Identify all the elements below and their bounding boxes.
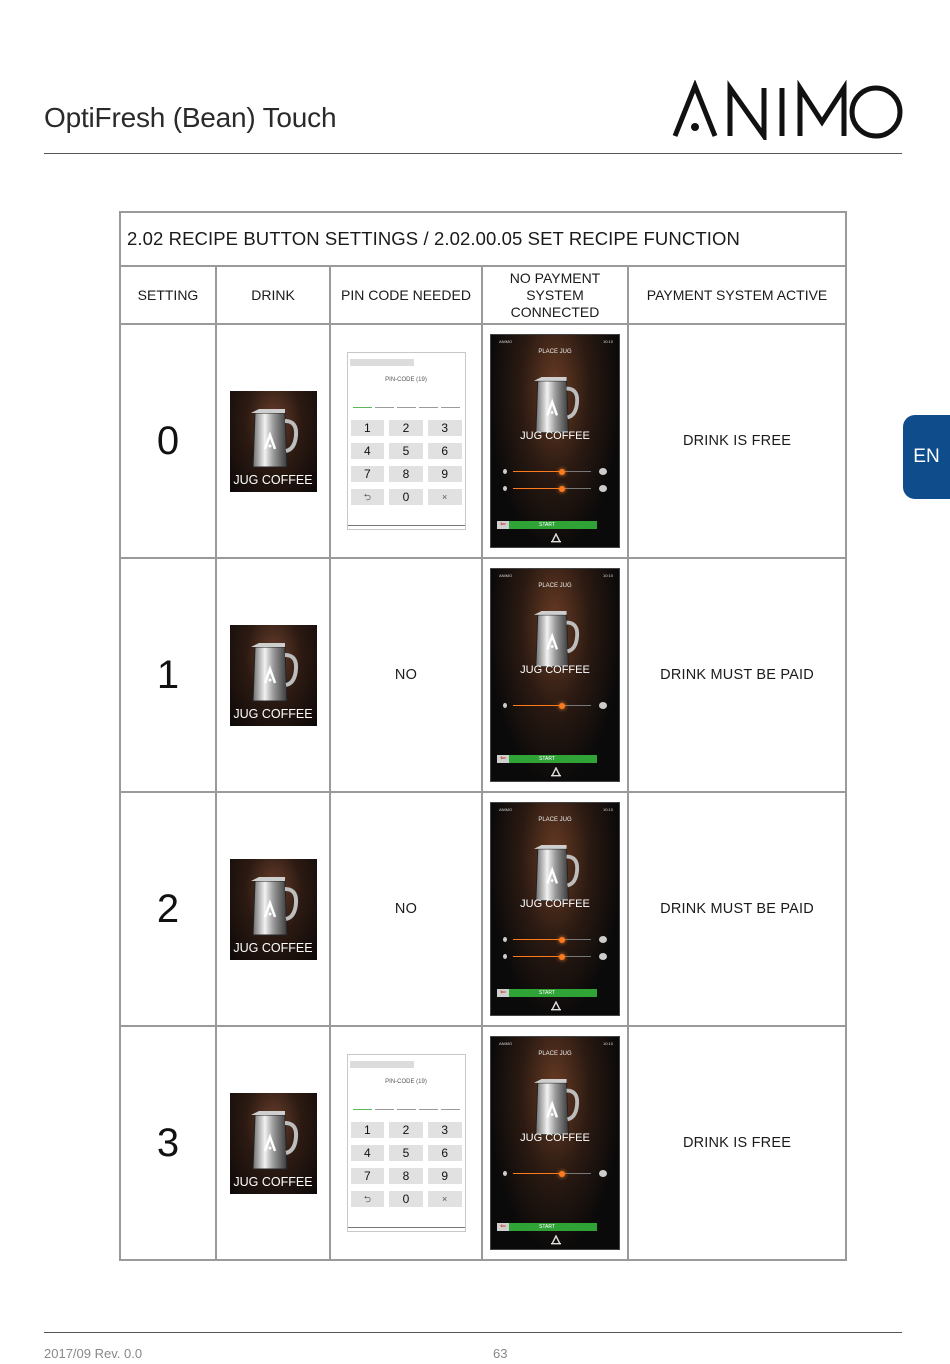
strength-slider[interactable] bbox=[503, 468, 607, 476]
pin-key[interactable]: × bbox=[428, 489, 462, 505]
back-arrow-icon[interactable]: ⇐ bbox=[497, 755, 509, 763]
section-title: 2.02 RECIPE BUTTON SETTINGS / 2.02.00.05 SET RECIPE FUNCTION bbox=[120, 212, 846, 266]
slider-fill bbox=[513, 1173, 562, 1174]
bean-large-icon bbox=[599, 702, 607, 709]
document-title: OptiFresh (Bean) Touch bbox=[44, 102, 337, 133]
setting-value: 3 bbox=[156, 1120, 180, 1165]
header-divider bbox=[44, 153, 902, 154]
pin-needed-value: NO bbox=[394, 901, 418, 917]
back-arrow-icon[interactable]: ⇐ bbox=[497, 989, 509, 997]
bean-small-icon bbox=[503, 469, 507, 474]
pin-needed-value: NO bbox=[394, 667, 418, 683]
jug-icon bbox=[249, 1111, 299, 1173]
setting-cell bbox=[120, 1026, 216, 1260]
pin-key[interactable]: 8 bbox=[389, 1168, 423, 1184]
pin-key[interactable]: 2 bbox=[389, 1122, 423, 1138]
pin-key[interactable]: 3 bbox=[428, 1122, 462, 1138]
jug-icon bbox=[249, 877, 299, 939]
screen-prompt: PLACE JUG bbox=[538, 817, 572, 823]
jug-icon bbox=[249, 409, 299, 471]
pin-key[interactable]: 4 bbox=[351, 443, 385, 459]
col-header-payment-active: PAYMENT SYSTEM ACTIVE bbox=[628, 266, 846, 324]
slider-fill bbox=[513, 939, 562, 940]
setting-value: 0 bbox=[156, 418, 180, 463]
col-header-setting: SETTING bbox=[120, 266, 216, 324]
bean-small-icon bbox=[503, 1171, 507, 1176]
screen-brand: ANIMO bbox=[499, 573, 513, 578]
setting-cell bbox=[120, 792, 216, 1026]
col-header-pin-code: PIN CODE NEEDED bbox=[330, 266, 482, 324]
col-header-drink: DRINK bbox=[216, 266, 330, 324]
jug-icon bbox=[532, 845, 580, 899]
jug-icon bbox=[249, 643, 299, 705]
slider-knob[interactable] bbox=[559, 954, 565, 960]
drink-tile-label: JUG COFFEE bbox=[233, 1174, 313, 1189]
slider-knob[interactable] bbox=[559, 937, 565, 943]
start-label: START bbox=[539, 522, 555, 528]
drink-tile-jug-coffee bbox=[230, 859, 317, 960]
slider-fill bbox=[513, 488, 562, 489]
animo-small-logo bbox=[550, 767, 562, 777]
pin-key[interactable]: 6 bbox=[428, 1145, 462, 1161]
bean-small-icon bbox=[503, 937, 507, 942]
screen-clock: 10:10 bbox=[602, 573, 613, 578]
start-button[interactable] bbox=[497, 755, 597, 763]
pin-cell bbox=[330, 558, 482, 792]
payment-status: DRINK MUST BE PAID bbox=[660, 667, 814, 683]
no-payment-cell bbox=[482, 558, 628, 792]
screen-drink-name: JUG COFFEE bbox=[520, 430, 590, 442]
start-label: START bbox=[539, 1224, 555, 1230]
animo-small-logo bbox=[550, 1001, 562, 1011]
pin-key[interactable]: 9 bbox=[428, 466, 462, 482]
drink-cell bbox=[216, 792, 330, 1026]
screen-brand: ANIMO bbox=[499, 1041, 513, 1046]
pin-key[interactable]: 5 bbox=[389, 443, 423, 459]
pin-header-bar bbox=[350, 1061, 414, 1068]
table-row bbox=[120, 1026, 846, 1260]
screen-drink-name: JUG COFFEE bbox=[520, 898, 590, 910]
screen-clock: 10:10 bbox=[602, 807, 613, 812]
drink-cell bbox=[216, 558, 330, 792]
bean-large-icon bbox=[599, 1170, 607, 1177]
payment-status: DRINK IS FREE bbox=[682, 1135, 792, 1151]
screen-brand: ANIMO bbox=[499, 807, 513, 812]
pin-key[interactable]: 1 bbox=[351, 420, 385, 436]
pin-code-panel bbox=[347, 1054, 466, 1232]
bean-large-icon bbox=[599, 936, 607, 943]
no-payment-cell bbox=[482, 324, 628, 558]
pin-bottom-line bbox=[348, 525, 465, 526]
payment-cell bbox=[628, 792, 846, 1026]
pin-key[interactable]: 6 bbox=[428, 443, 462, 459]
table-body bbox=[120, 324, 846, 1260]
animo-small-logo bbox=[550, 1235, 562, 1245]
slider-knob[interactable] bbox=[559, 469, 565, 475]
pin-cell bbox=[330, 1026, 482, 1260]
bean-large-icon bbox=[599, 485, 607, 492]
strength-slider[interactable] bbox=[503, 936, 607, 944]
screen-drink-name: JUG COFFEE bbox=[520, 1132, 590, 1144]
col-header-no-payment: NO PAYMENT SYSTEM CONNECTED bbox=[482, 266, 628, 324]
table-row bbox=[120, 558, 846, 792]
bean-large-icon bbox=[599, 468, 607, 475]
animo-small-logo bbox=[550, 533, 562, 543]
start-button[interactable] bbox=[497, 989, 597, 997]
pin-code-label: PIN-CODE (19) bbox=[385, 377, 427, 383]
strength-slider[interactable] bbox=[503, 953, 607, 961]
drink-cell bbox=[216, 1026, 330, 1260]
pin-header-bar bbox=[350, 359, 414, 366]
slider-fill bbox=[513, 471, 562, 472]
pin-key[interactable]: 7 bbox=[351, 466, 385, 482]
pin-key[interactable]: ⮌ bbox=[351, 489, 385, 505]
footer-revision: 2017/09 Rev. 0.0 bbox=[44, 1346, 143, 1361]
pin-key[interactable]: × bbox=[428, 1191, 462, 1207]
screen-prompt: PLACE JUG bbox=[538, 349, 572, 355]
jug-icon bbox=[532, 611, 580, 665]
pin-keypad bbox=[351, 1122, 462, 1207]
table-row bbox=[120, 324, 846, 558]
footer-divider bbox=[44, 1332, 902, 1333]
payment-status: DRINK IS FREE bbox=[682, 433, 792, 449]
slider-fill bbox=[513, 956, 562, 957]
slider-fill bbox=[513, 705, 562, 706]
pin-key[interactable]: 2 bbox=[389, 420, 423, 436]
screen-prompt: PLACE JUG bbox=[538, 1051, 572, 1057]
bean-large-icon bbox=[599, 953, 607, 960]
pin-bottom-line bbox=[348, 1227, 465, 1228]
drink-tile-jug-coffee bbox=[230, 625, 317, 726]
pin-entry-dashes bbox=[353, 1109, 460, 1110]
screen-clock: 10:10 bbox=[602, 1041, 613, 1046]
bean-small-icon bbox=[503, 486, 507, 491]
machine-screen bbox=[490, 334, 620, 548]
bean-small-icon bbox=[503, 954, 507, 959]
bean-small-icon bbox=[503, 703, 507, 708]
slider-knob[interactable] bbox=[559, 703, 565, 709]
screen-prompt: PLACE JUG bbox=[538, 583, 572, 589]
setting-value: 2 bbox=[156, 886, 180, 931]
strength-slider[interactable] bbox=[503, 1170, 607, 1178]
payment-cell bbox=[628, 324, 846, 558]
drink-tile-label: JUG COFFEE bbox=[233, 940, 313, 955]
back-arrow-icon[interactable]: ⇐ bbox=[497, 521, 509, 529]
drink-cell bbox=[216, 324, 330, 558]
drink-tile-jug-coffee bbox=[230, 1093, 317, 1194]
screen-drink-name: JUG COFFEE bbox=[520, 664, 590, 676]
screen-brand: ANIMO bbox=[499, 339, 513, 344]
screen-clock: 10:10 bbox=[602, 339, 613, 344]
pin-cell bbox=[330, 324, 482, 558]
start-label: START bbox=[539, 756, 555, 762]
slider-knob[interactable] bbox=[559, 1171, 565, 1177]
strength-slider[interactable] bbox=[503, 485, 607, 493]
no-payment-cell bbox=[482, 1026, 628, 1260]
recipe-settings-table bbox=[119, 211, 847, 1261]
pin-entry-dashes bbox=[353, 407, 460, 408]
start-label: START bbox=[539, 990, 555, 996]
pin-key[interactable]: 8 bbox=[389, 466, 423, 482]
machine-screen bbox=[490, 1036, 620, 1250]
strength-slider[interactable] bbox=[503, 702, 607, 710]
language-tab[interactable]: EN bbox=[903, 415, 950, 499]
pin-key[interactable]: ⮌ bbox=[351, 1191, 385, 1207]
pin-key[interactable]: 0 bbox=[389, 1191, 423, 1207]
jug-icon bbox=[532, 1079, 580, 1133]
start-button[interactable] bbox=[497, 1223, 597, 1231]
machine-screen bbox=[490, 802, 620, 1016]
pin-code-panel bbox=[347, 352, 466, 530]
slider-knob[interactable] bbox=[559, 486, 565, 492]
payment-cell bbox=[628, 1026, 846, 1260]
payment-cell bbox=[628, 558, 846, 792]
drink-tile-label: JUG COFFEE bbox=[233, 706, 313, 721]
animo-logo bbox=[672, 80, 904, 140]
pin-key[interactable]: 5 bbox=[389, 1145, 423, 1161]
pin-key[interactable]: 9 bbox=[428, 1168, 462, 1184]
back-arrow-icon[interactable]: ⇐ bbox=[497, 1223, 509, 1231]
page-number: 63 bbox=[493, 1346, 508, 1361]
pin-key[interactable]: 3 bbox=[428, 420, 462, 436]
start-button[interactable] bbox=[497, 521, 597, 529]
machine-screen bbox=[490, 568, 620, 782]
setting-cell bbox=[120, 558, 216, 792]
pin-cell bbox=[330, 792, 482, 1026]
pin-code-label: PIN-CODE (19) bbox=[385, 1079, 427, 1085]
jug-icon bbox=[532, 377, 580, 431]
pin-key[interactable]: 0 bbox=[389, 489, 423, 505]
pin-key[interactable]: 1 bbox=[351, 1122, 385, 1138]
pin-keypad bbox=[351, 420, 462, 505]
drink-tile-jug-coffee bbox=[230, 391, 317, 492]
setting-cell bbox=[120, 324, 216, 558]
payment-status: DRINK MUST BE PAID bbox=[660, 901, 814, 917]
drink-tile-label: JUG COFFEE bbox=[233, 472, 313, 487]
no-payment-cell bbox=[482, 792, 628, 1026]
table-row bbox=[120, 792, 846, 1026]
pin-key[interactable]: 7 bbox=[351, 1168, 385, 1184]
setting-value: 1 bbox=[156, 652, 180, 697]
pin-key[interactable]: 4 bbox=[351, 1145, 385, 1161]
